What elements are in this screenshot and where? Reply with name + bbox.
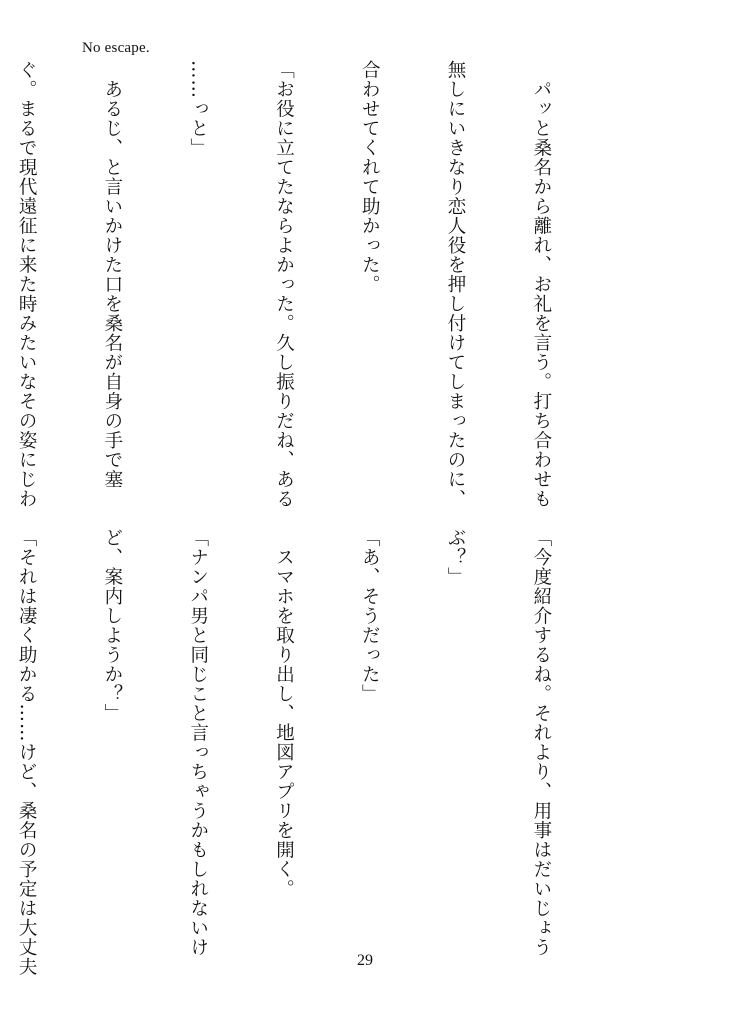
upper-text-block <box>0 60 612 509</box>
text-line: スマホを取り出し、地図アプリを開く。 <box>273 528 295 899</box>
text-line: 無しにいきなり恋人役を押し付けてしまったのに、 <box>445 60 467 509</box>
text-line: 「ナンパ男と同じこと言っちゃうかもしれないけ <box>187 528 209 957</box>
text-line: 「あ、そうだった」 <box>359 528 381 704</box>
text-line: ぶ？」 <box>445 528 467 587</box>
text-line: あるじ、と言いかけた口を桑名が自身の手で塞 <box>101 60 123 489</box>
text-line: ……っと」 <box>187 60 209 158</box>
text-line: 「お役に立てたならよかった。久し振りだね、ある <box>273 60 295 509</box>
page-number: 29 <box>357 952 373 969</box>
text-line: ぐ。まるで現代遠征に来た時みたいなその姿にじわ <box>16 60 38 509</box>
text-line: 「それは凄く助かる……けど、桑名の予定は大丈夫 <box>16 528 38 977</box>
text-line: 合わせてくれて助かった。 <box>359 60 381 294</box>
text-line: ど、案内しようか？」 <box>101 528 123 723</box>
text-line: 「今度紹介するね。それより、用事はだいじょう <box>530 528 552 957</box>
running-header: No escape. <box>82 40 150 56</box>
text-line: パッと桑名から離れ、お礼を言う。打ち合わせも <box>530 60 552 509</box>
